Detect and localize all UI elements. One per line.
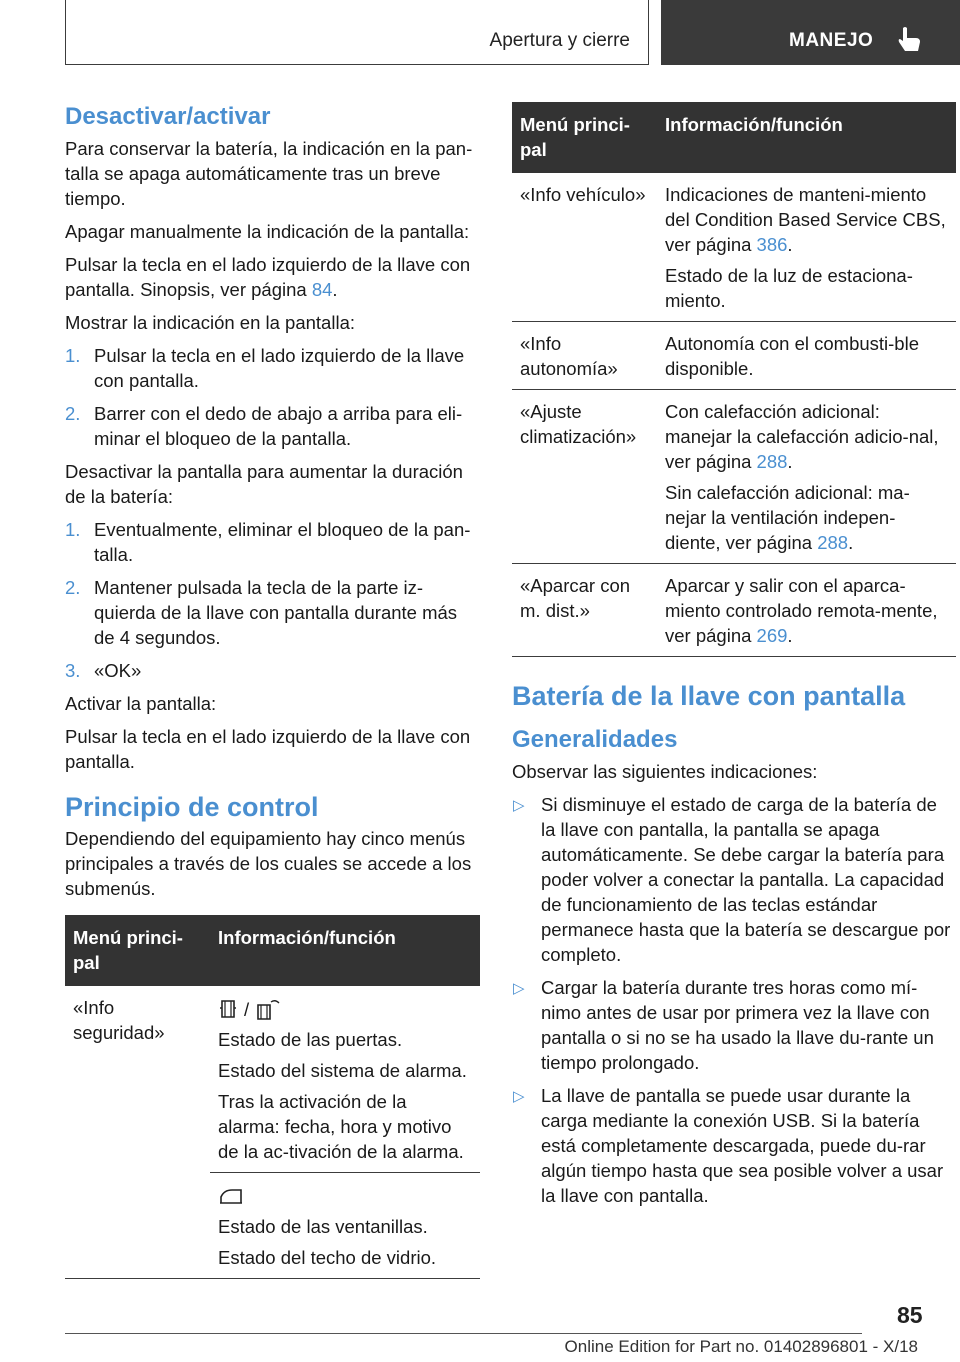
table-cell-info: Autonomía con el combusti-ble disponible. — [657, 322, 956, 390]
list-item: 3. «OK» — [65, 660, 142, 681]
steps-show-list — [65, 343, 480, 451]
table-row — [65, 1173, 480, 1279]
menu-table-left — [65, 915, 480, 1279]
table-header: Menú princi-pal — [512, 102, 657, 173]
list-item: 1. Pulsar la tecla en el lado izquierdo de la llave con pantalla. — [65, 345, 465, 391]
list-item: ▷ Si disminuye el estado de carga de la batería de la llave con pantalla, la pantalla se apaga automáticamente. Se debe cargar la batería para poder volver a conectar la pantalla. La capacidad de funcionamiento de las teclas estándar permanece hasta que la batería se descargue por completo. — [513, 794, 951, 965]
table-header: Menú princi-pal — [65, 915, 210, 986]
footer-edition: Online Edition for Part no. 01402896801 - X/18 — [564, 1337, 918, 1356]
page-number: 85 — [897, 1302, 923, 1328]
triangle-bullet-icon: ▷ — [513, 980, 525, 997]
table-cell-info: / Estado de las puertas. Estado del sistema de alarma. Tras la activación de la alarma: fecha, hora y motivo de la ac-tivación de la alarma. — [210, 986, 480, 1173]
paragraph: Observar las siguientes indicaciones: — [512, 761, 818, 782]
table-cell-info: Indicaciones de manteni-miento del Condition Based Service CBS, ver página 386. Estado de la luz de estaciona-miento. — [657, 173, 956, 322]
table-cell-info: Aparcar y salir con el aparca-miento controlado remota-mente, ver página 269. — [657, 564, 956, 657]
paragraph: Desactivar la pantalla para aumentar la duración de la batería: — [65, 461, 463, 507]
page-link[interactable]: 288 — [817, 532, 849, 553]
table-row — [65, 986, 480, 1173]
door-icon — [218, 998, 238, 1020]
list-item: ▷ La llave de pantalla se puede usar durante la carga mediante la conexión USB. Si la batería está completamente descargada, puede du-rar algún tiempo hasta que sea posible volver a usar la llave con pantalla. — [513, 1085, 944, 1206]
page-link[interactable]: 288 — [756, 451, 788, 472]
table-header-row — [65, 915, 480, 986]
table-row — [512, 390, 956, 564]
chapter-title: MANEJO — [789, 30, 874, 51]
window-icon — [218, 1185, 244, 1207]
heading-generalidades: Generalidades — [512, 726, 678, 753]
table-cell-info: Estado de las ventanillas. Estado del techo de vidrio. — [210, 1173, 480, 1279]
header-section-box — [65, 0, 649, 65]
paragraph: Pulsar la tecla en el lado izquierdo de la llave con pantalla. — [65, 726, 471, 772]
table-cell-menu: «Aparcar con m. dist.» — [512, 564, 657, 657]
table-cell-menu: «Info seguridad» — [73, 997, 165, 1043]
table-cell-menu: «Info vehículo» — [512, 173, 657, 322]
table-row — [512, 322, 956, 390]
heading-bateria: Batería de la llave con pantalla — [512, 681, 906, 711]
table-cell-menu — [65, 1173, 210, 1279]
list-item: ▷ Cargar la batería durante tres horas como mí-nimo antes de usar por primera vez la llave con pantalla o si no se ha usado la llave du-rante un tiempo prolongado. — [513, 977, 934, 1073]
paragraph: Mostrar la indicación en la pantalla: — [65, 312, 355, 333]
table-cell-info: Con calefacción adicional: manejar la calefacción adicio-nal, ver página 288. Sin calefacción adicional: ma-nejar la ventilación indepen-diente, ver página 288. — [657, 390, 956, 564]
page-link[interactable]: 269 — [756, 625, 788, 646]
list-item: 2. Barrer con el dedo de abajo a arriba para eli-minar el bloqueo de la pantalla. — [65, 403, 463, 449]
hand-pointer-icon — [897, 26, 923, 54]
paragraph: Para conservar la batería, la indicación en la pan-talla se apaga automáticamente tras un breve tiempo. — [65, 138, 473, 209]
triangle-bullet-icon: ▷ — [513, 797, 525, 814]
bullet-list — [512, 792, 956, 1208]
paragraph: Dependiendo del equipamiento hay cinco menús principales a través de los cuales se accede a los submenús. — [65, 828, 472, 899]
header-chapter-box — [661, 0, 960, 65]
paragraph: Activar la pantalla: — [65, 693, 217, 714]
page-link[interactable]: 386 — [756, 234, 788, 255]
table-row — [512, 564, 956, 657]
heading-principio: Principio de control — [65, 792, 319, 822]
right-column — [512, 102, 956, 1216]
footer-divider — [65, 1333, 862, 1334]
section-title: Apertura y cierre — [489, 30, 630, 51]
table-cell-menu: «Ajuste climatización» — [512, 390, 657, 564]
paragraph: Apagar manualmente la indicación de la pantalla: — [65, 221, 470, 242]
table-header-row — [512, 102, 956, 173]
table-cell-menu: «Info autonomía» — [512, 322, 657, 390]
table-row — [512, 173, 956, 322]
triangle-bullet-icon: ▷ — [513, 1088, 525, 1105]
paragraph: Pulsar la tecla en el lado izquierdo de la llave con pantalla. Sinopsis, ver página 84. — [65, 254, 471, 300]
left-column — [65, 102, 480, 1279]
alarm-icon — [255, 997, 281, 1021]
page-link[interactable]: 84 — [311, 279, 333, 300]
heading-desactivar: Desactivar/activar — [65, 103, 271, 130]
list-item: 1. Eventualmente, eliminar el bloqueo de la pan-talla. — [65, 519, 471, 565]
table-header: Información/función — [210, 915, 480, 986]
table-header: Información/función — [657, 102, 956, 173]
steps-off-list — [65, 517, 480, 683]
list-item: 2. Mantener pulsada la tecla de la parte iz-quierda de la llave con pantalla durante más de 4 segundos. — [65, 577, 458, 648]
menu-table-right — [512, 102, 956, 657]
